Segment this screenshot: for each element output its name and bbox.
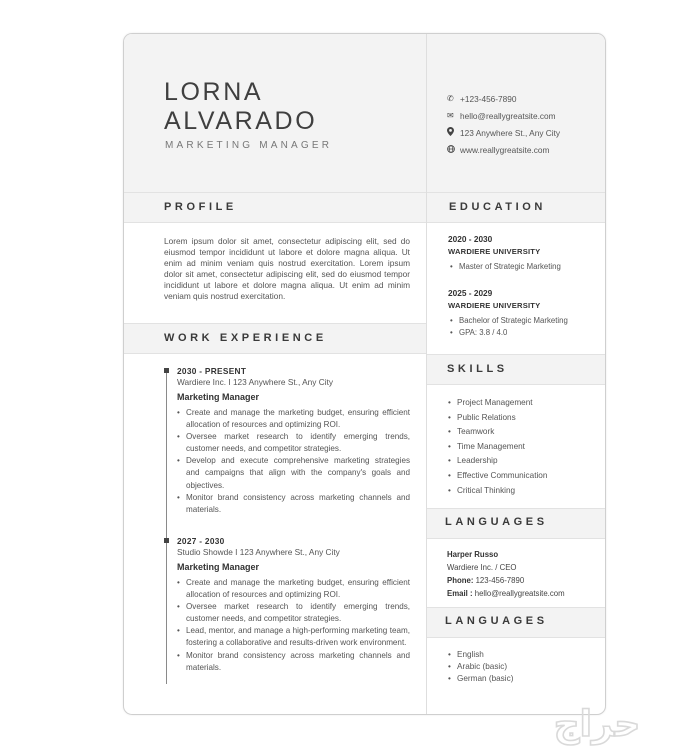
list-item: • Effective Communication	[447, 469, 547, 484]
list-item: • Oversee market research to identify emerging trends, customer needs, and competitor strategies.	[177, 431, 410, 455]
reference-block	[447, 550, 565, 602]
skills-heading: SKILLS	[447, 363, 508, 375]
globe-icon	[447, 145, 460, 155]
list-item: • Time Management	[447, 440, 547, 455]
list-item: • Oversee market research to identify emerging trends, customer needs, and competitor strategies.	[177, 601, 410, 625]
profile-heading: PROFILE	[164, 201, 237, 213]
education-heading: EDUCATION	[449, 201, 546, 213]
email-label: Email :	[447, 589, 473, 598]
list-item: • Bachelor of Strategic Marketing	[448, 315, 603, 327]
list-item: • English	[447, 649, 513, 661]
work-heading: WORK EXPERIENCE	[164, 332, 327, 344]
list-item: • Monitor brand consistency across marketing channels and materials.	[177, 492, 410, 516]
edu-school: WARDIERE UNIVERSITY	[448, 247, 541, 256]
phone-label: Phone:	[447, 576, 474, 585]
languages-heading-2: LANGUAGES	[445, 615, 548, 627]
timeline-dot	[164, 538, 169, 543]
edu-details	[448, 315, 603, 338]
reference-phone-value: 123-456-7890	[475, 576, 525, 585]
list-item: • Create and manage the marketing budget, ensuring efficient allocation of resources and optimizing ROI.	[177, 577, 410, 601]
mail-icon: ✉	[447, 111, 454, 120]
contact-address	[447, 124, 602, 141]
job-duties	[177, 577, 410, 674]
list-item: • Critical Thinking	[447, 484, 547, 499]
edu-period: 2025 - 2029	[448, 288, 493, 298]
job-period: 2027 - 2030	[177, 536, 225, 546]
list-item: • GPA: 3.8 / 4.0	[448, 327, 603, 339]
address-text: 123 Anywhere St., Any City	[460, 127, 561, 138]
job-company: Wardiere Inc. I 123 Anywhere St., Any City	[177, 377, 334, 387]
list-item: • Develop and execute comprehensive marketing strategies and campaigns that align with the company's goals and objectives.	[177, 455, 410, 491]
last-name: ALVARADO	[164, 107, 318, 135]
reference-email	[447, 589, 565, 602]
list-item: • Monitor brand consistency across marketing channels and materials.	[177, 650, 410, 674]
education-entry-1	[448, 234, 603, 273]
languages-heading-1: LANGUAGES	[445, 516, 548, 528]
list-item: • German (basic)	[447, 673, 513, 685]
reference-company: Wardiere Inc. / CEO	[447, 563, 517, 572]
website-text: www.reallygreatsite.com	[460, 144, 550, 155]
list-item: • Project Management	[447, 396, 547, 411]
location-pin-icon	[447, 127, 460, 138]
phone-text: +123-456-7890	[460, 93, 517, 104]
edu-details	[448, 261, 603, 273]
list-item: • Public Relations	[447, 411, 547, 426]
job-title: Marketing Manager	[177, 392, 260, 402]
skills-list	[447, 396, 547, 498]
reference-phone	[447, 576, 565, 589]
job-entry-1	[177, 366, 410, 516]
list-item: • Arabic (basic)	[447, 661, 513, 673]
job-entry-2	[177, 536, 410, 674]
reference-email-value: hello@reallygreatsite.com	[474, 589, 565, 598]
phone-icon: ✆	[447, 94, 454, 103]
resume-sheet	[123, 33, 606, 715]
email-text: hello@reallygreatsite.com	[460, 110, 556, 121]
edu-period: 2020 - 2030	[448, 234, 493, 244]
timeline-dot	[164, 368, 169, 373]
watermark-text: حراج	[553, 704, 641, 745]
contact-phone	[447, 90, 602, 107]
job-duties	[177, 407, 410, 516]
job-period: 2030 - PRESENT	[177, 366, 247, 376]
contact-block	[447, 90, 602, 158]
first-name: LORNA	[164, 78, 264, 106]
reference-name: Harper Russo	[447, 550, 499, 559]
education-entry-2	[448, 288, 603, 338]
languages-list	[447, 649, 513, 685]
contact-website	[447, 141, 602, 158]
list-item: • Leadership	[447, 454, 547, 469]
profile-text: Lorem ipsum dolor sit amet, consectetur adipiscing elit, sed do eiusmod tempor incididunt ut labore et dolore magna aliqua. Ut enim ad minim veniam quis nostrud exercitation. Lorem ipsum dolor sit amet, consectetur adipiscing elit, sed do eiusmod tempor incididunt ut labore et dolore magna aliqua. Ut enim ad minim veniam quis nostrud exercitation.	[164, 236, 410, 301]
edu-school: WARDIERE UNIVERSITY	[448, 301, 541, 310]
timeline-line	[166, 370, 167, 684]
list-item: • Master of Strategic Marketing	[448, 261, 603, 273]
watermark-logo	[502, 700, 692, 746]
job-title: Marketing Manager	[177, 562, 260, 572]
list-item: • Lead, mentor, and manage a high-performing marketing team, fostering a collaborative and results-driven work environment.	[177, 625, 410, 649]
job-role: MARKETING MANAGER	[165, 140, 333, 151]
contact-email	[447, 107, 602, 124]
list-item: • Teamwork	[447, 425, 547, 440]
job-company: Studio Showde I 123 Anywhere St., Any City	[177, 547, 340, 557]
candidate-name	[164, 78, 317, 136]
list-item: • Create and manage the marketing budget, ensuring efficient allocation of resources and optimizing ROI.	[177, 407, 410, 431]
